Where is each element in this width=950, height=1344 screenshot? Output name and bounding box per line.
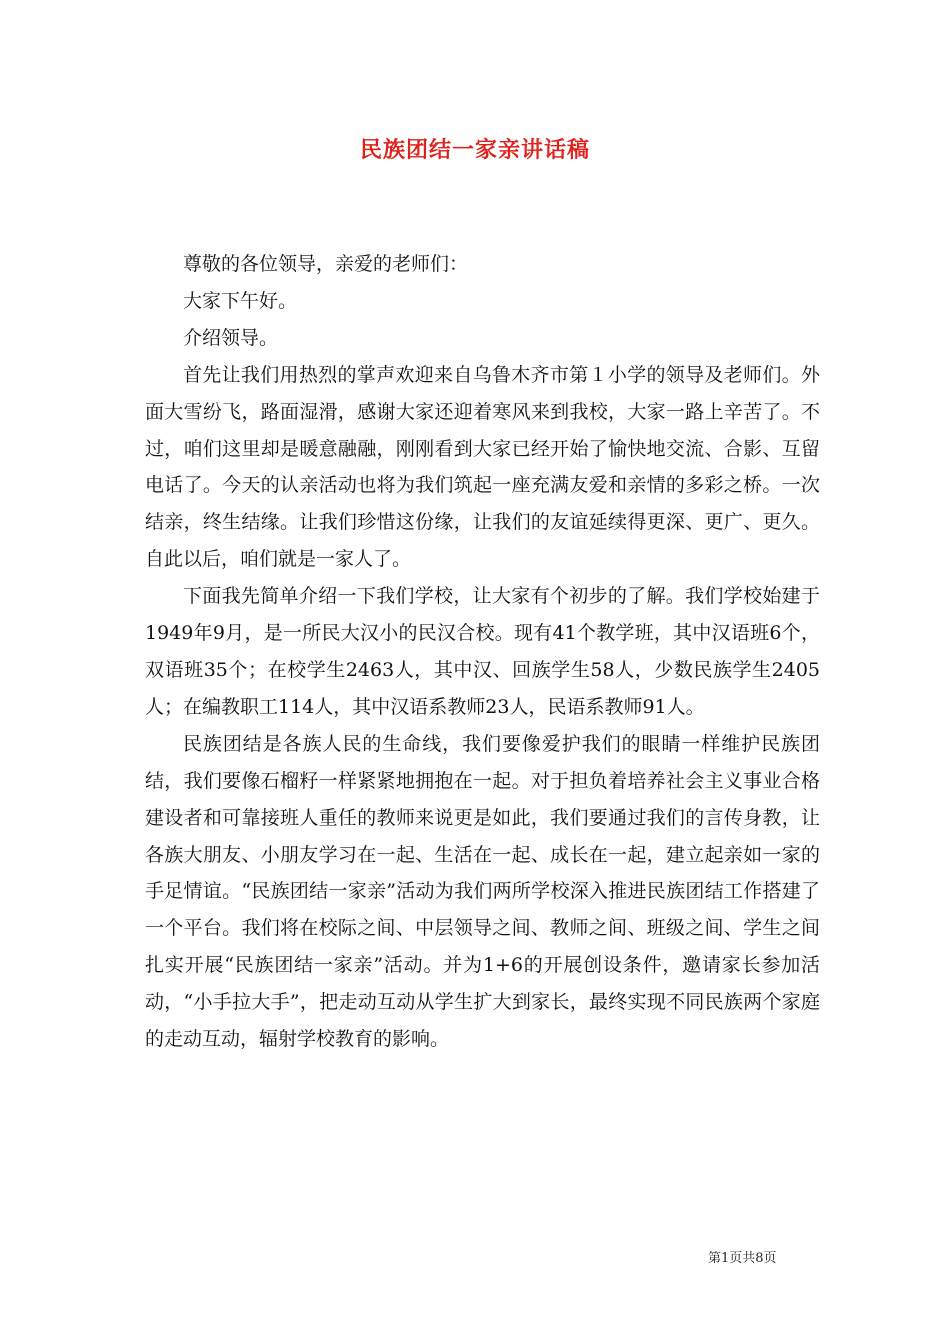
document-body	[145, 246, 820, 1058]
unity-paragraph: 民族团结是各族人民的生命线，我们要像爱护我们的眼睛一样维护民族团结，我们要像石榴籽一样紧紧地拥抱在一起。对于担负着培养社会主义事业合格建设者和可靠接班人重任的教师来说更是如此，我们要通过我们的言传身教，让各族大朋友、小朋友学习在一起、生活在一起、成长在一起，建立起亲如一家的手足情谊。“民族团结一家亲”活动为我们两所学校深入推进民族团结工作搭建了一个平台。我们将在校际之间、中层领导之间、教师之间、班级之间、学生之间扎实开展“民族团结一家亲”活动。并为1+6的开展创设条件，邀请家长参加活动，“小手拉大手”，把走动互动从学生扩大到家长，最终实现不同民族两个家庭的走动互动，辐射学校教育的影响。	[145, 732, 820, 1051]
page-number-footer: 第1页共8页	[708, 1251, 777, 1266]
school-intro-paragraph: 下面我先简单介绍一下我们学校，让大家有个初步的了解。我们学校始建于1949年9月，是一所民大汉小的民汉合校。现有41个教学班，其中汉语班6个，双语班35个；在校学生2463人，其中汉、回族学生58人，少数民族学生2405人；在编教职工114人，其中汉语系教师23人，民语系教师91人。	[145, 585, 820, 718]
page-title: 民族团结一家亲讲话稿	[359, 137, 590, 163]
greeting-paragraph: 大家下午好。	[183, 289, 298, 312]
salutation-paragraph: 尊敬的各位领导，亲爱的老师们：	[183, 253, 469, 275]
introduction-paragraph: 介绍领导。	[183, 326, 279, 349]
welcome-paragraph: 首先让我们用热烈的掌声欢迎来自乌鲁木齐市第１小学的领导及老师们。外面大雪纷飞，路面湿滑，感谢大家还迎着寒风来到我校，大家一路上辛苦了。不过，咱们这里却是暖意融融，刚刚看到大家已经开始了愉快地交流、合影、互留电话了。今天的认亲活动也将为我们筑起一座充满友爱和亲情的多彩之桥。一次结亲，终生结缘。让我们珍惜这份缘，让我们的友谊延续得更深、更广、更久。自此以后，咱们就是一家人了。	[145, 363, 820, 571]
